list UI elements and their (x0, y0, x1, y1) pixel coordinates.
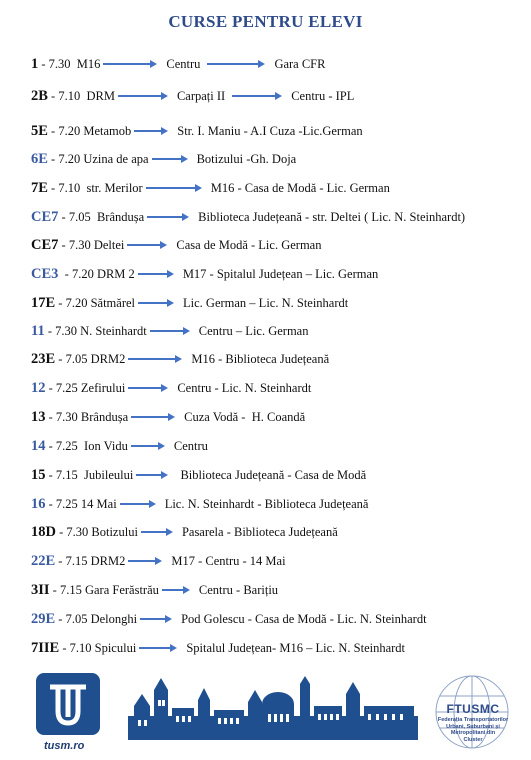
route-number: 11 (31, 322, 45, 339)
city-skyline-icon (128, 676, 418, 740)
arrow-right-icon (146, 182, 202, 194)
arrow-right-icon (140, 613, 172, 625)
route-number: 18D (31, 523, 56, 540)
route-departure: - 7.05 DRM2 (55, 351, 126, 366)
route-stop: Pod Golescu - Casa de Modă - Lic. N. Steinhardt (181, 611, 427, 626)
route-row (31, 321, 312, 341)
route-number: 7E (31, 179, 48, 196)
route-row (31, 149, 300, 169)
route-number: 13 (31, 408, 46, 425)
page-title: CURSE PENTRU ELEVI (168, 12, 363, 31)
arrow-right-icon (162, 584, 190, 596)
route-row (31, 494, 372, 514)
route-number: 15 (31, 466, 46, 483)
ftusmc-sub (434, 717, 512, 743)
route-departure: - 7.15 DRM2 (55, 553, 126, 568)
route-number: 14 (31, 437, 46, 454)
route-departure: - 7.30 Brândușa (45, 409, 129, 424)
route-stop: Centru (166, 56, 201, 71)
route-number: 22E (31, 552, 56, 569)
route-departure: - 7.30 N. Steinhardt (44, 323, 147, 338)
arrow-right-icon (150, 325, 190, 337)
route-stop: Pasarela - Biblioteca Județeană (181, 524, 338, 539)
ftusmc-sub-line: Urbani, Suburbani și (446, 723, 500, 730)
route-row (31, 522, 342, 542)
route-number: 7IIE (31, 639, 60, 656)
route-number: 3II (31, 581, 50, 598)
route-departure: - 7.25 14 Mai (45, 496, 117, 511)
route-row (31, 638, 409, 658)
route-departure: - 7.10 DRM (47, 88, 115, 103)
route-stop: M16 - Biblioteca Județeană (191, 351, 330, 366)
ftusmc-name: FTUSMC (446, 702, 500, 716)
route-row (31, 436, 212, 456)
route-stop: Carpați II (176, 88, 226, 103)
arrow-right-icon (147, 211, 189, 223)
route-stop: Botizului -Gh. Doja (196, 151, 297, 166)
arrow-right-icon (127, 239, 167, 251)
route-row (31, 349, 333, 369)
route-row (31, 235, 325, 255)
route-departure: - 7.25 Ion Vidu (45, 438, 128, 453)
arrow-right-icon (207, 58, 265, 70)
route-departure: - 7.05 Brândușa (58, 209, 145, 224)
route-number: 2B (31, 87, 48, 104)
ftusmc-sub-line: Cluster (463, 736, 483, 743)
route-stop: Str. I. Maniu - A.I Cuza -Lic.German (177, 123, 363, 138)
route-departure: - 7.15 Jubileului (45, 467, 134, 482)
route-stop: Biblioteca Județeană - Casa de Modă (177, 467, 367, 482)
route-number: CE7 (31, 236, 59, 253)
route-stop: Centru - Lic. N. Steinhardt (177, 380, 312, 395)
arrow-right-icon (128, 555, 162, 567)
route-departure: - 7.15 Gara Ferăstrău (49, 582, 159, 597)
route-stop: Centru – Lic. German (198, 323, 309, 338)
route-row (31, 293, 352, 313)
route-stop: Cuza Vodă - H. Coandă (184, 409, 306, 424)
arrow-right-icon (232, 90, 282, 102)
arrow-right-icon (134, 125, 168, 137)
arrow-right-icon (131, 411, 175, 423)
route-stop: M17 - Centru - 14 Mai (171, 553, 286, 568)
footer (0, 668, 531, 760)
route-number: CE3 (31, 265, 59, 282)
route-stop: Biblioteca Județeană - str. Deltei ( Lic. N. Steinhardt) (198, 209, 466, 224)
route-stop: M17 - Spitalul Județean – Lic. German (182, 266, 379, 281)
tusm-logo-icon (36, 673, 100, 735)
arrow-right-icon (120, 498, 156, 510)
route-departure: - 7.30 M16 (38, 56, 101, 71)
route-row (31, 54, 329, 74)
route-number: 16 (31, 495, 46, 512)
route-departure: - 7.05 Delonghi (55, 611, 138, 626)
ftusmc-sub-line: Federația Transportatorilor (437, 717, 509, 723)
route-departure: - 7.20 Uzina de apa (47, 151, 149, 166)
route-number: 1 (31, 55, 39, 72)
ftusmc-sub-line: Metropolitani din (450, 730, 496, 736)
route-number: 6E (31, 150, 48, 167)
route-row (31, 407, 309, 427)
route-row (31, 86, 358, 106)
route-row (31, 609, 431, 629)
route-row (31, 207, 469, 227)
arrow-right-icon (136, 469, 168, 481)
route-stop: Centru - IPL (291, 88, 355, 103)
route-number: 17E (31, 294, 56, 311)
arrow-right-icon (139, 642, 177, 654)
route-row (31, 121, 367, 141)
tusm-logo-text: tusm.ro (44, 740, 85, 752)
arrow-right-icon (141, 526, 173, 538)
route-departure: - 7.10 Spicului (59, 640, 137, 655)
route-number: 12 (31, 379, 46, 396)
arrow-right-icon (152, 153, 188, 165)
arrow-right-icon (128, 353, 182, 365)
arrow-right-icon (118, 90, 168, 102)
route-departure: - 7.20 Metamob (47, 123, 132, 138)
route-row (31, 580, 282, 600)
arrow-right-icon (103, 58, 157, 70)
route-stop: Centru (173, 438, 208, 453)
route-number: CE7 (31, 208, 59, 225)
route-number: 23E (31, 350, 56, 367)
route-stop: Centru - Barițiu (198, 582, 279, 597)
route-departure: - 7.10 str. Merilor (47, 180, 143, 195)
route-row (31, 378, 315, 398)
route-number: 5E (31, 122, 48, 139)
route-row (31, 551, 290, 571)
route-stop: Casa de Modă - Lic. German (176, 237, 322, 252)
route-stop: M16 - Casa de Modă - Lic. German (210, 180, 390, 195)
route-departure: - 7.20 DRM 2 (58, 266, 135, 281)
route-departure: - 7.25 Zefirului (45, 380, 126, 395)
arrow-right-icon (138, 297, 174, 309)
route-stop: Spitalul Județean- M16 – Lic. N. Steinhardt (186, 640, 406, 655)
route-row (31, 264, 382, 284)
arrow-right-icon (138, 268, 174, 280)
route-stop: Lic. N. Steinhardt - Biblioteca Județeană (164, 496, 369, 511)
route-row (31, 465, 370, 485)
route-number: 29E (31, 610, 56, 627)
route-stop: Lic. German – Lic. N. Steinhardt (183, 295, 349, 310)
route-departure: - 7.20 Sătmărel (55, 295, 136, 310)
arrow-right-icon (128, 382, 168, 394)
tusm-logo (36, 673, 100, 735)
arrow-right-icon (131, 440, 165, 452)
route-row (31, 178, 394, 198)
route-departure: - 7.30 Deltei (58, 237, 125, 252)
route-stop: Gara CFR (274, 56, 326, 71)
route-departure: - 7.30 Botizului (55, 524, 138, 539)
ftusmc-logo-text (434, 702, 512, 743)
